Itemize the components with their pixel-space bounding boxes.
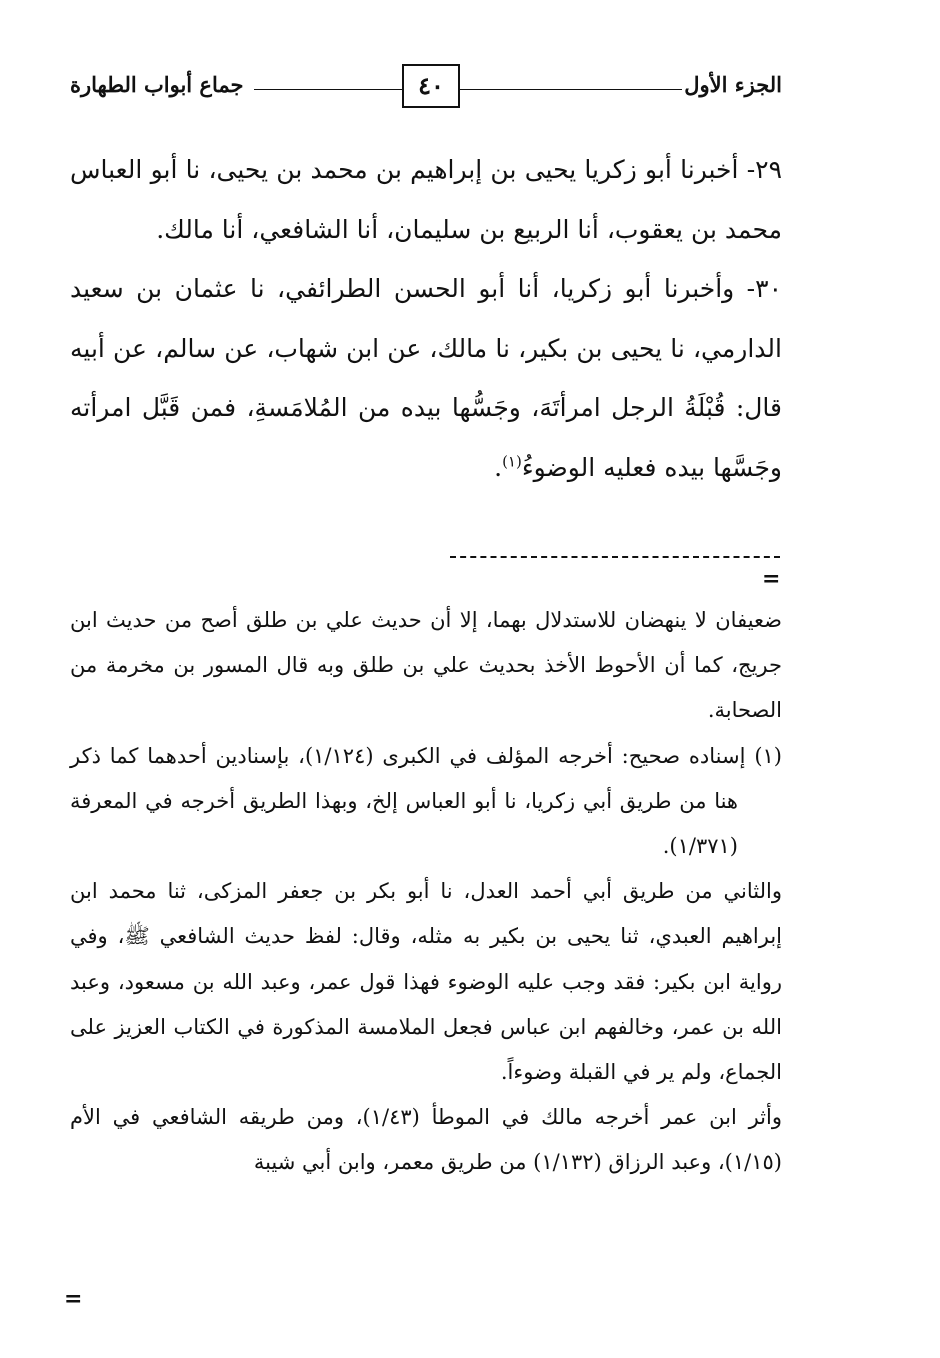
- footnote-1-second-chain: والثاني من طريق أبي أحمد العدل، نا أبو بكر بن جعفر المزكى، ثنا محمد ابن إبراهيم العبدي، ثنا يحيى بن بكير به مثله، وقال: لفظ حديث الشافعي ﷺ، وفي رواية ابن بكير: فقد وجب عليه الوضوء فهذا قول عمر، وعبد الله بن مسعود، وعبد الله بن عمر، وخالفهم ابن عباس فجعل الملامسة المذكورة في الكتاب العزيز على الجماع، ولم ير في القبلة وضوءاً.: [70, 879, 782, 1085]
- footnote-1-text: إسناده صحيح: أخرجه المؤلف في الكبرى (١/١٢٤)، بإسنادين أحدهما كما ذكر هنا من طريق أبي زكريا، نا أبو العباس إلخ، وبهذا الطريق أخرجه في المعرفة (١/٣٧١).: [70, 743, 746, 859]
- continuation-mark-bottom: =: [64, 1286, 83, 1312]
- hadith-29-text: ٢٩- أخبرنا أبو زكريا يحيى بن إبراهيم بن محمد بن يحيى، نا أبو العباس محمد بن يعقوب، أنا الربيع بن سليمان، أنا الشافعي، أنا مالك.: [70, 155, 782, 244]
- footnote-reference[interactable]: (١): [502, 452, 522, 471]
- hadith-29: [70, 140, 782, 259]
- footnotes: [70, 598, 782, 1186]
- page-number: ٤٠: [402, 64, 460, 108]
- chapter-title: جماع أبواب الطهارة: [70, 72, 244, 97]
- footnote-1-ibn-umar: وأثر ابن عمر أخرجه مالك في الموطأ (١/٤٣)، ومن طريقه الشافعي في الأم (١/١٥)، وعبد الرزاق (١/١٣٢) من طريق معمر، وابن أبي شيبة: [70, 1105, 782, 1175]
- continuation-mark-top: =: [762, 566, 781, 592]
- footnote-continuation: ضعيفان لا ينهضان للاستدلال بهما، إلا أن حديث علي بن طلق أصح من حديث ابن جريج، كما أن الأحوط الأخذ بحديث علي بن طلق وبه قال المسور بن مخرمة من الصحابة.: [70, 608, 782, 723]
- footnote-separator: [450, 556, 780, 558]
- hadith-30-text: ٣٠- وأخبرنا أبو زكريا، أنا أبو الحسن الطرائفي، نا عثمان بن سعيد الدارمي، نا يحيى بن بكير، نا مالك، عن ابن شهاب، عن سالم، عن أبيه قال: قُبْلَةُ الرجل امرأتَهَ، وجَسُّها بيده من المُلامَسةِ، فمن قَبَّل امرأته وجَسَّها بيده فعليه الوضوءُ: [70, 274, 782, 482]
- footnote-1-label: (١): [754, 743, 782, 768]
- hadith-30: [70, 259, 782, 497]
- hadith-30-end: .: [494, 452, 503, 482]
- header-rule: [460, 89, 682, 90]
- volume-title: الجزء الأول: [684, 72, 782, 97]
- footnote-1: [70, 734, 782, 870]
- page-header: [70, 62, 782, 114]
- main-text: [70, 140, 782, 497]
- header-rule: [254, 89, 402, 90]
